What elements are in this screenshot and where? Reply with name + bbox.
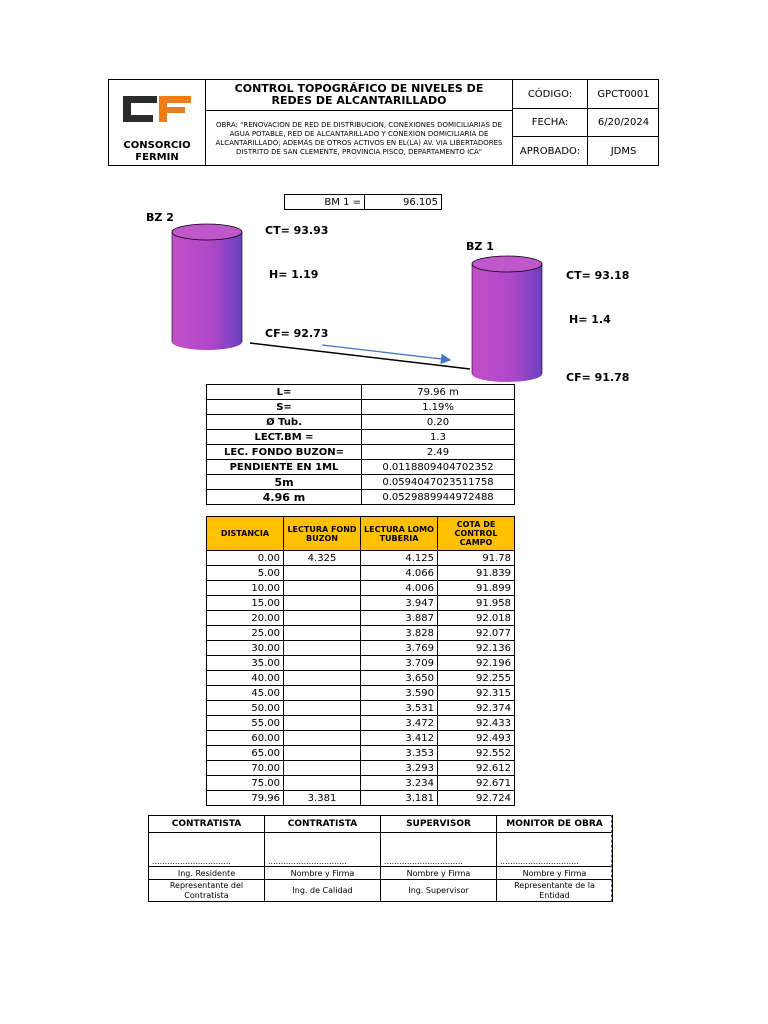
- manhole-diagram: [0, 0, 768, 400]
- cota-control-cell: 92.374: [438, 701, 515, 716]
- lectura-fondo-cell: [284, 566, 361, 581]
- cota-control-cell: 91.899: [438, 581, 515, 596]
- levels-row: [207, 791, 515, 806]
- signature-headers-cell: MONITOR DE OBRA: [497, 816, 613, 833]
- lectura-fondo-cell: [284, 611, 361, 626]
- col-lectura-fondo: LECTURA FOND BUZON: [284, 517, 361, 551]
- cota-control-cell: 92.724: [438, 791, 515, 806]
- summary-row: [207, 430, 515, 445]
- bm-value: 96.105: [365, 195, 442, 210]
- codigo-label: CÓDIGO:: [527, 88, 573, 100]
- cota-control-cell: 91.839: [438, 566, 515, 581]
- print-area-boundary: [611, 815, 612, 902]
- signature-line-row: [149, 833, 613, 867]
- signature-headers-cell: CONTRATISTA: [149, 816, 265, 833]
- cota-control-cell: 92.433: [438, 716, 515, 731]
- signature-roles2-cell: Ing. de Calidad: [265, 880, 381, 902]
- distancia-cell: 65.00: [207, 746, 284, 761]
- summary-value: 1.19%: [362, 400, 515, 415]
- summary-label: 5m: [207, 475, 362, 490]
- summary-row: [207, 415, 515, 430]
- distancia-cell: 50.00: [207, 701, 284, 716]
- project-description: OBRA: "RENOVACION DE RED DE DISTRIBUCION, CONEXIONES DOMICILIARIAS DE AGUA POTABLE, RED DE ALCANTARILLADO Y CONEXION DOMICILIARIA DE ALCANTARILLADO; ADEMÁS DE OTROS ACTIVOS EN EL(LA) AV. VIA LIBERTADORES DISTRITO DE SAN CLEMENTE, PROVINCIA PISCO, DEPARTAMENTO ICA": [215, 120, 503, 156]
- summary-row: [207, 490, 515, 505]
- lectura-lomo-cell: 3.828: [361, 626, 438, 641]
- cota-control-cell: 91.958: [438, 596, 515, 611]
- aprobado-value: JDMS: [610, 146, 637, 157]
- fecha-label: FECHA:: [531, 117, 569, 128]
- lectura-lomo-cell: 3.650: [361, 671, 438, 686]
- lectura-fondo-cell: [284, 701, 361, 716]
- signature-dots-cell: ...............................: [149, 833, 265, 867]
- signature-header-row: [149, 816, 613, 833]
- summary-row: [207, 475, 515, 490]
- levels-row: [207, 761, 515, 776]
- summary-label: L=: [207, 385, 362, 400]
- summary-value: 0.0529889944972488: [362, 490, 515, 505]
- cota-control-cell: 92.315: [438, 686, 515, 701]
- lectura-fondo-cell: [284, 596, 361, 611]
- summary-row: [207, 385, 515, 400]
- bz1-h: H= 1.4: [569, 313, 611, 326]
- summary-value: 79.96 m: [362, 385, 515, 400]
- summary-label: LEC. FONDO BUZON=: [207, 445, 362, 460]
- aprobado-label: APROBADO:: [519, 146, 581, 157]
- signature-title-row: [149, 880, 613, 902]
- cota-control-cell: 92.196: [438, 656, 515, 671]
- levels-row: [207, 551, 515, 566]
- summary-value: 1.3: [362, 430, 515, 445]
- lectura-lomo-cell: 3.353: [361, 746, 438, 761]
- flow-arrow-icon: [322, 345, 450, 360]
- bz1-ct: CT= 93.18: [566, 269, 630, 282]
- signature-table: [148, 815, 613, 902]
- bz1-cf: CF= 91.78: [566, 371, 630, 384]
- bz2-name: BZ 2: [146, 211, 174, 224]
- summary-label: 4.96 m: [207, 490, 362, 505]
- signature-roles2-cell: Representante de la Entidad: [497, 880, 613, 902]
- lectura-fondo-cell: [284, 746, 361, 761]
- lectura-fondo-cell: [284, 656, 361, 671]
- lectura-fondo-cell: [284, 671, 361, 686]
- lectura-lomo-cell: 3.590: [361, 686, 438, 701]
- codigo-value: GPCT0001: [597, 88, 650, 100]
- levels-row: [207, 581, 515, 596]
- lectura-lomo-cell: 3.412: [361, 731, 438, 746]
- lectura-lomo-cell: 3.887: [361, 611, 438, 626]
- bz2-h: H= 1.19: [269, 268, 319, 281]
- lectura-fondo-cell: [284, 776, 361, 791]
- distancia-cell: 5.00: [207, 566, 284, 581]
- lectura-fondo-cell: [284, 581, 361, 596]
- distancia-cell: 45.00: [207, 686, 284, 701]
- distancia-cell: 60.00: [207, 731, 284, 746]
- distancia-cell: 10.00: [207, 581, 284, 596]
- fecha-value: 6/20/2024: [597, 117, 650, 128]
- summary-label: LECT.BM =: [207, 430, 362, 445]
- lectura-fondo-cell: 3.381: [284, 791, 361, 806]
- manhole-bz1-cylinder: [472, 256, 542, 382]
- bz1-name: BZ 1: [466, 240, 494, 253]
- distancia-cell: 25.00: [207, 626, 284, 641]
- cota-control-cell: 92.077: [438, 626, 515, 641]
- lectura-fondo-cell: [284, 716, 361, 731]
- signature-roles1-cell: Nombre y Firma: [265, 867, 381, 880]
- levels-row: [207, 626, 515, 641]
- signature-dots-cell: ...............................: [265, 833, 381, 867]
- col-distancia: DISTANCIA: [207, 517, 284, 551]
- lectura-fondo-cell: [284, 686, 361, 701]
- lectura-lomo-cell: 3.234: [361, 776, 438, 791]
- summary-row: [207, 400, 515, 415]
- signature-dots-cell: ...............................: [381, 833, 497, 867]
- col-lectura-lomo: LECTURA LOMO TUBERIA: [361, 517, 438, 551]
- cota-control-cell: 92.255: [438, 671, 515, 686]
- levels-table: [206, 516, 515, 806]
- bz2-cf: CF= 92.73: [265, 327, 329, 340]
- col-cota-control: COTA DE CONTROL CAMPO: [438, 517, 515, 551]
- distancia-cell: 40.00: [207, 671, 284, 686]
- lectura-lomo-cell: 3.709: [361, 656, 438, 671]
- lectura-lomo-cell: 3.472: [361, 716, 438, 731]
- levels-row: [207, 656, 515, 671]
- lectura-lomo-cell: 3.531: [361, 701, 438, 716]
- distancia-cell: 55.00: [207, 716, 284, 731]
- levels-row: [207, 731, 515, 746]
- bm-label: BM 1 =: [285, 195, 365, 210]
- signature-headers-cell: SUPERVISOR: [381, 816, 497, 833]
- levels-row: [207, 566, 515, 581]
- cota-control-cell: 92.493: [438, 731, 515, 746]
- summary-row: [207, 460, 515, 475]
- summary-label: Ø Tub.: [207, 415, 362, 430]
- signature-headers-cell: CONTRATISTA: [265, 816, 381, 833]
- document-title: CONTROL TOPOGRÁFICO DE NIVELES DE REDES DE ALCANTARILLADO: [234, 82, 484, 107]
- levels-row: [207, 641, 515, 656]
- summary-label: PENDIENTE EN 1ML: [207, 460, 362, 475]
- signature-roles1-cell: Nombre y Firma: [497, 867, 613, 880]
- cota-control-cell: 91.78: [438, 551, 515, 566]
- cota-control-cell: 92.671: [438, 776, 515, 791]
- summary-value: 0.0594047023511758: [362, 475, 515, 490]
- distancia-cell: 0.00: [207, 551, 284, 566]
- company-name: CONSORCIO FERMIN: [123, 140, 191, 163]
- levels-row: [207, 716, 515, 731]
- distancia-cell: 35.00: [207, 656, 284, 671]
- levels-header-row: [207, 517, 515, 551]
- signature-role-row: [149, 867, 613, 880]
- levels-row: [207, 776, 515, 791]
- levels-row: [207, 611, 515, 626]
- lectura-lomo-cell: 3.181: [361, 791, 438, 806]
- distancia-cell: 15.00: [207, 596, 284, 611]
- distancia-cell: 30.00: [207, 641, 284, 656]
- summary-value: 0.0118809404702352: [362, 460, 515, 475]
- lectura-lomo-cell: 4.066: [361, 566, 438, 581]
- distancia-cell: 75.00: [207, 776, 284, 791]
- levels-row: [207, 596, 515, 611]
- levels-row: [207, 746, 515, 761]
- pipe-line: [250, 343, 470, 369]
- distancia-cell: 20.00: [207, 611, 284, 626]
- lectura-lomo-cell: 3.769: [361, 641, 438, 656]
- levels-row: [207, 686, 515, 701]
- levels-row: [207, 701, 515, 716]
- lectura-fondo-cell: [284, 761, 361, 776]
- signature-roles1-cell: Nombre y Firma: [381, 867, 497, 880]
- signature-dots-cell: ...............................: [497, 833, 613, 867]
- lectura-fondo-cell: [284, 731, 361, 746]
- signature-roles2-cell: Representante del Contratista: [149, 880, 265, 902]
- cota-control-cell: 92.612: [438, 761, 515, 776]
- summary-row: [207, 445, 515, 460]
- distancia-cell: 79.96: [207, 791, 284, 806]
- summary-label: S=: [207, 400, 362, 415]
- cota-control-cell: 92.552: [438, 746, 515, 761]
- summary-value: 0.20: [362, 415, 515, 430]
- lectura-lomo-cell: 3.293: [361, 761, 438, 776]
- lectura-lomo-cell: 3.947: [361, 596, 438, 611]
- levels-row: [207, 671, 515, 686]
- lectura-fondo-cell: [284, 641, 361, 656]
- cota-control-cell: 92.136: [438, 641, 515, 656]
- manhole-bz2-cylinder: [172, 224, 242, 350]
- lectura-fondo-cell: [284, 626, 361, 641]
- distancia-cell: 70.00: [207, 761, 284, 776]
- lectura-lomo-cell: 4.006: [361, 581, 438, 596]
- cota-control-cell: 92.018: [438, 611, 515, 626]
- signature-roles1-cell: Ing. Residente: [149, 867, 265, 880]
- lectura-lomo-cell: 4.125: [361, 551, 438, 566]
- bz2-ct: CT= 93.93: [265, 224, 329, 237]
- lectura-fondo-cell: 4.325: [284, 551, 361, 566]
- signature-roles2-cell: Ing. Supervisor: [381, 880, 497, 902]
- summary-table: [206, 384, 515, 505]
- summary-value: 2.49: [362, 445, 515, 460]
